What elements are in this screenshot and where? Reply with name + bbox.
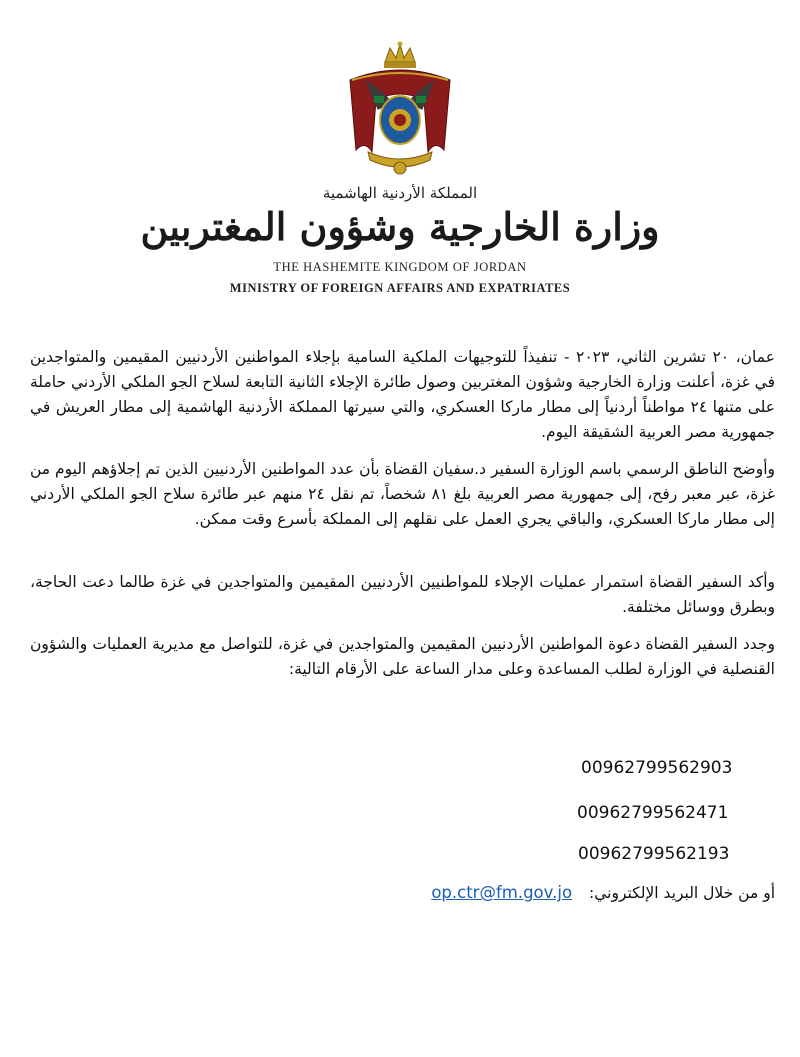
english-ministry-name: MINISTRY OF FOREIGN AFFAIRS AND EXPATRIATES [229,280,571,295]
paragraph-evacuation-continues: وأكد السفير القضاة استمرار عمليات الإجلاء للمواطنيين الأردنيين المقيمين والمتواجدين في غزة طالما دعت الحاجة، وبطرق ووسائل مختلفة. [30,573,775,616]
statement-body [30,345,775,694]
email-contact-line [0,883,775,902]
paragraph-spokesman: وأوضح الناطق الرسمي باسم الوزارة السفير د.سفيان القضاة بأن عدد المواطنين الأردنيين الذين تم إجلاؤهم اليوم من غزة، عبر معبر رفح، إلى جمهورية مصر العربية بلغ ٨١ شخصاً، تم نقل ٢٤ منهم عبر طائرة سلاح الجو الملكي الأردني إلى مطار ماركا العسكري، والباقي يجري العمل على نقلهم إلى المملكة بأسرع وقت ممكن. [30,460,775,528]
phone-number-3[interactable]: 00962799562193 [578,844,730,864]
email-label: أو من خلال البريد الإلكتروني: [589,884,775,902]
letterhead [0,40,800,296]
email-link[interactable]: op.ctr@fm.gov.jo [431,883,573,902]
arabic-ministry-name: وزارة الخارجية وشؤون المغتربين [140,204,660,249]
phone-number-2[interactable]: 00962799562471 [577,803,729,823]
paragraph-contact-call: وجدد السفير القضاة دعوة المواطنين الأردنيين المقيمين والمتواجدين في غزة، للتواصل مع مديرية العمليات والشؤون القنصلية في الوزارة لطلب المساعدة وعلى مدار الساعة على الأرقام التالية: [30,635,775,678]
coat-of-arms-emblem [340,40,460,180]
english-kingdom-name: THE HASHEMITE KINGDOM OF JORDAN [273,259,527,274]
paragraph-announcement: عمان، ٢٠ تشرين الثاني، ٢٠٢٣ - تنفيذاً للتوجيهات الملكية السامية بإجلاء المواطنين الأردنيين المقيمين والمتواجدين في غزة، أعلنت وزارة الخارجية وشؤون المغتربين وصول طائرة الإجلاء الثانية التابعة لسلاح الجو الملكي الأردني حاملة على متنها ٢٤ مواطناً أردنياً إلى مطار ماركا العسكري، والتي سيرتها المملكة الأردنية الهاشمية إلى مطار العريش في جمهورية مصر العربية الشقيقة اليوم. [30,348,775,441]
arabic-kingdom-name: المملكة الأردنية الهاشمية [322,184,478,202]
phone-number-1[interactable]: 00962799562903 [581,758,733,778]
